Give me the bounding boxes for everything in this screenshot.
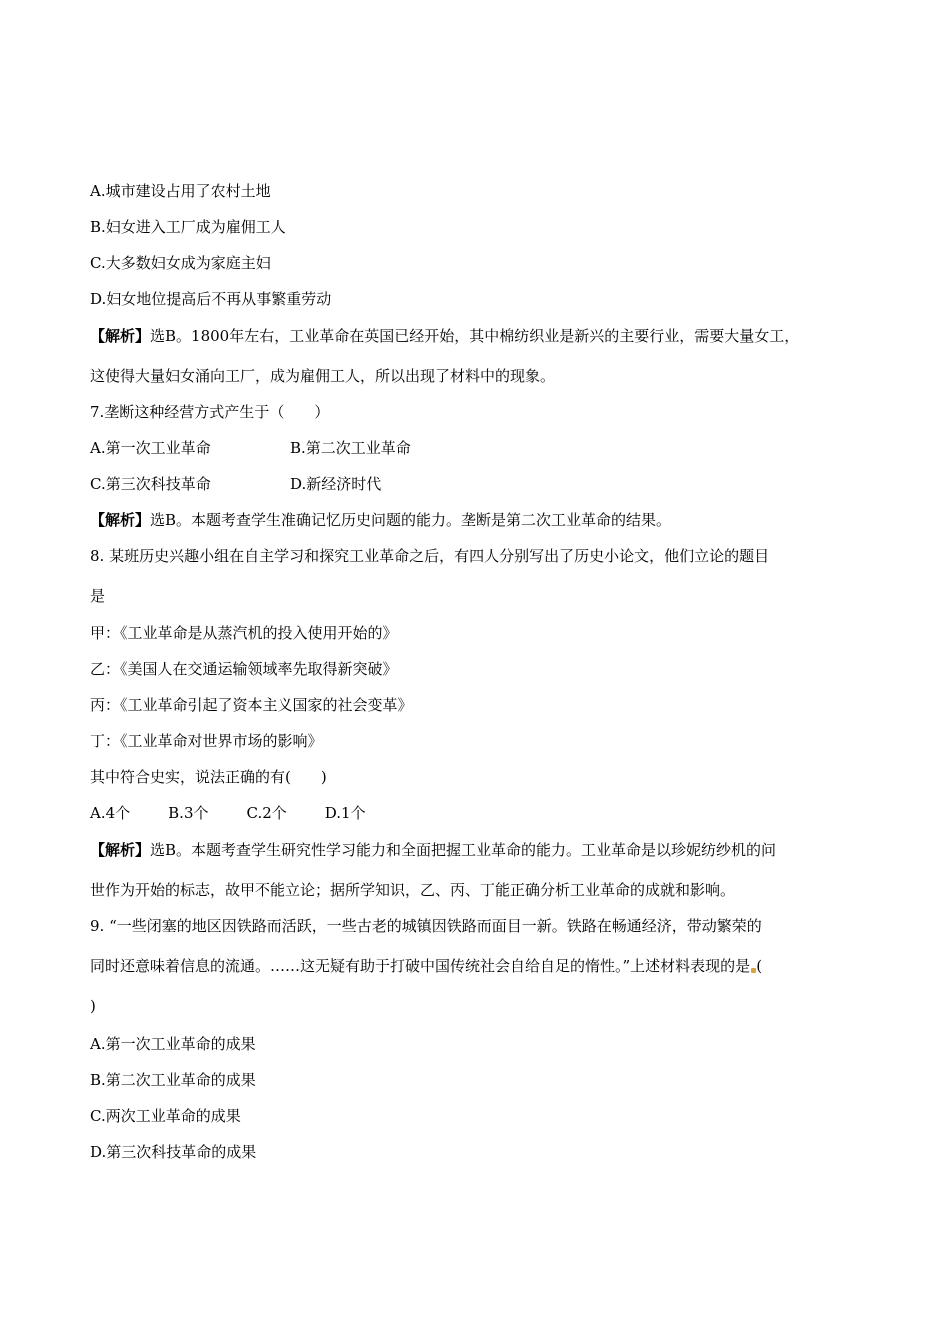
q7-option-a: A.第一次工业革命 — [90, 439, 211, 457]
q8-option-a: A.4个 — [90, 804, 131, 822]
q8-item-jia: 甲：《工业革命是从蒸汽机的投入使用开始的》 — [90, 624, 398, 642]
q8-item-ding: 丁：《工业革命对世界市场的影响》 — [90, 732, 323, 750]
q9-option-c: C.两次工业革命的成果 — [90, 1107, 241, 1125]
q6-analysis-text-2: 这使得大量妇女涌向工厂，成为雇佣工人，所以出现了材料中的现象。 — [90, 367, 556, 385]
q9-option-b: B.第二次工业革命的成果 — [90, 1071, 256, 1089]
q7-option-c: C.第三次科技革命 — [90, 475, 211, 493]
q9-option-d: D.第三次科技革命的成果 — [90, 1143, 257, 1161]
q8-option-d: D.1个 — [324, 804, 366, 822]
q7-option-d: D.新经济时代 — [290, 475, 382, 493]
q7-options-row-2 — [90, 474, 382, 494]
q9-stem-1: 9. “一些闭塞的地区因铁路而活跃，一些古老的城镇因铁路而面目一新。铁路在畅通经济，带动繁荣的 — [90, 917, 762, 935]
q7-analysis-text: 选B。本题考查学生准确记忆历史问题的能力。垄断是第二次工业革命的结果。 — [150, 511, 672, 529]
q8-stem-2: 是 — [90, 587, 106, 605]
q6-analysis — [90, 326, 799, 346]
q8-stem-1: 8. 某班历史兴趣小组在自主学习和探究工业革命之后，有四人分别写出了历史小论文，他们立论的题目 — [90, 547, 770, 565]
q6-option-b: B.妇女进入工厂成为雇佣工人 — [90, 218, 286, 236]
q6-analysis-text-1: 选B。1800年左右，工业革命在英国已经开始，其中棉纺织业是新兴的主要行业，需要大量女工， — [150, 327, 800, 345]
q8-analysis — [90, 840, 776, 860]
q8-item-yi: 乙：《美国人在交通运输领域率先取得新突破》 — [90, 660, 398, 678]
q7-analysis — [90, 510, 671, 530]
q8-analysis-text-2: 世作为开始的标志，故甲不能立论；据所学知识，乙、丙、丁能正确分析工业革命的成就和影响。 — [90, 881, 736, 899]
analysis-tag: 【解析】 — [90, 511, 151, 529]
q9-stem-3: ) — [90, 997, 96, 1015]
q7-stem: 7.垄断这种经营方式产生于（ ） — [90, 403, 330, 421]
analysis-tag: 【解析】 — [90, 841, 151, 859]
q8-analysis-text-1: 选B。本题考查学生研究性学习能力和全面把握工业革命的能力。工业革命是以珍妮纺纱机的问 — [150, 841, 777, 859]
q6-option-d: D.妇女地位提高后不再从事繁重劳动 — [90, 290, 332, 308]
q9-stem-2-text: 同时还意味着信息的流通。……这无疑有助于打破中国传统社会自给自足的惰性。”上述材料表现的是 — [90, 957, 751, 975]
q7-options-row-1 — [90, 438, 411, 458]
q8-option-b: B.3个 — [168, 804, 209, 822]
q6-option-c: C.大多数妇女成为家庭主妇 — [90, 254, 271, 272]
q6-option-a: A.城市建设占用了农村土地 — [90, 182, 271, 200]
q8-options — [90, 803, 404, 823]
q9-option-a: A.第一次工业革命的成果 — [90, 1035, 256, 1053]
q8-question: 其中符合史实，说法正确的有( ) — [90, 768, 327, 786]
analysis-tag: 【解析】 — [90, 327, 151, 345]
q8-item-bing: 丙：《工业革命引起了资本主义国家的社会变革》 — [90, 696, 413, 714]
q9-stem-2-paren: ( — [756, 957, 763, 975]
q9-stem-2 — [90, 956, 762, 976]
q8-option-c: C.2个 — [246, 804, 287, 822]
q7-option-b: B.第二次工业革命 — [290, 439, 411, 457]
